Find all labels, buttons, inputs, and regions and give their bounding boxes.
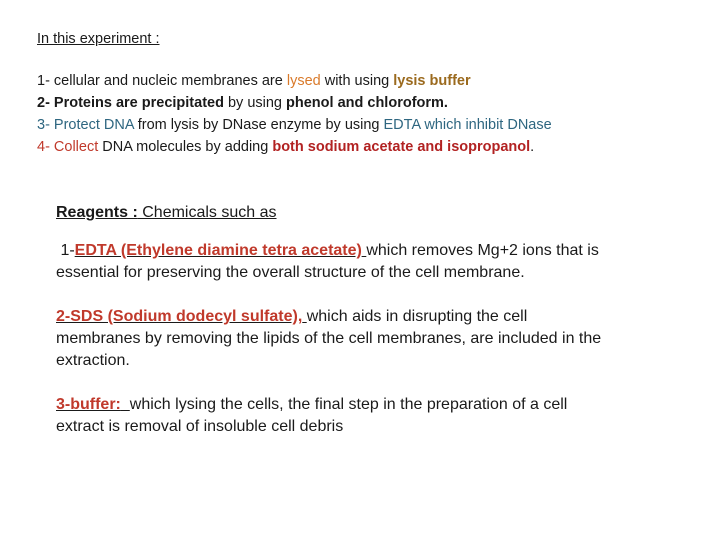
step-2: [37, 92, 552, 114]
step-3-edta: EDTA which inhibit DNase: [383, 117, 552, 133]
step-4-collect: 4- Collect: [37, 139, 99, 155]
step-4-period: .: [530, 139, 535, 155]
step-1: [37, 70, 552, 92]
reagents-section: [56, 202, 616, 460]
step-4-reagents: both sodium acetate and isopropanol: [272, 139, 531, 155]
reagent-edta: [56, 240, 616, 284]
reagent-edta-prefix: 1-: [56, 242, 75, 259]
reagents-title-bold: Reagents :: [56, 204, 138, 221]
step-3-protect: 3- Protect DNA: [37, 117, 134, 133]
reagent-sds-label: 2-SDS (Sodium dodecyl sulfate),: [56, 308, 303, 325]
reagent-edta-label: EDTA (Ethylene diamine tetra acetate): [74, 242, 362, 259]
step-4-text: DNA molecules by adding: [98, 139, 273, 155]
step-2-text: by using: [223, 95, 287, 111]
reagents-title: [56, 202, 616, 224]
reagent-edta-text: which removes Mg+2 ions that is essential for preserving the overall structure of the cell membrane.: [56, 242, 599, 281]
step-2-proteins: 2- Proteins are precipitated: [37, 95, 224, 111]
step-1-text-2: with using: [320, 73, 394, 89]
step-3-text: from lysis by DNase enzyme by using: [133, 117, 384, 133]
reagent-buffer-text: which lysing the cells, the final step in the preparation of a cell extract is removal of insoluble cell debris: [56, 396, 568, 435]
reagent-sds: [56, 306, 616, 372]
reagent-buffer: [56, 394, 616, 438]
step-2-reagents: phenol and chloroform.: [286, 95, 448, 111]
reagent-sds-text: which aids in disrupting the cell membranes by removing the lipids of the cell membranes, are included in the extraction.: [56, 308, 602, 369]
intro-section: [37, 28, 552, 158]
step-4: [37, 136, 552, 158]
step-1-lysed: lysed: [286, 73, 321, 89]
intro-heading: In this experiment :: [37, 31, 160, 47]
reagents-title-rest: Chemicals such as: [137, 204, 277, 221]
reagent-buffer-label: 3-buffer:: [56, 396, 121, 413]
step-1-text: 1- cellular and nucleic membranes are: [37, 73, 287, 89]
step-3: [37, 114, 552, 136]
step-1-lysis-buffer: lysis buffer: [393, 73, 471, 89]
